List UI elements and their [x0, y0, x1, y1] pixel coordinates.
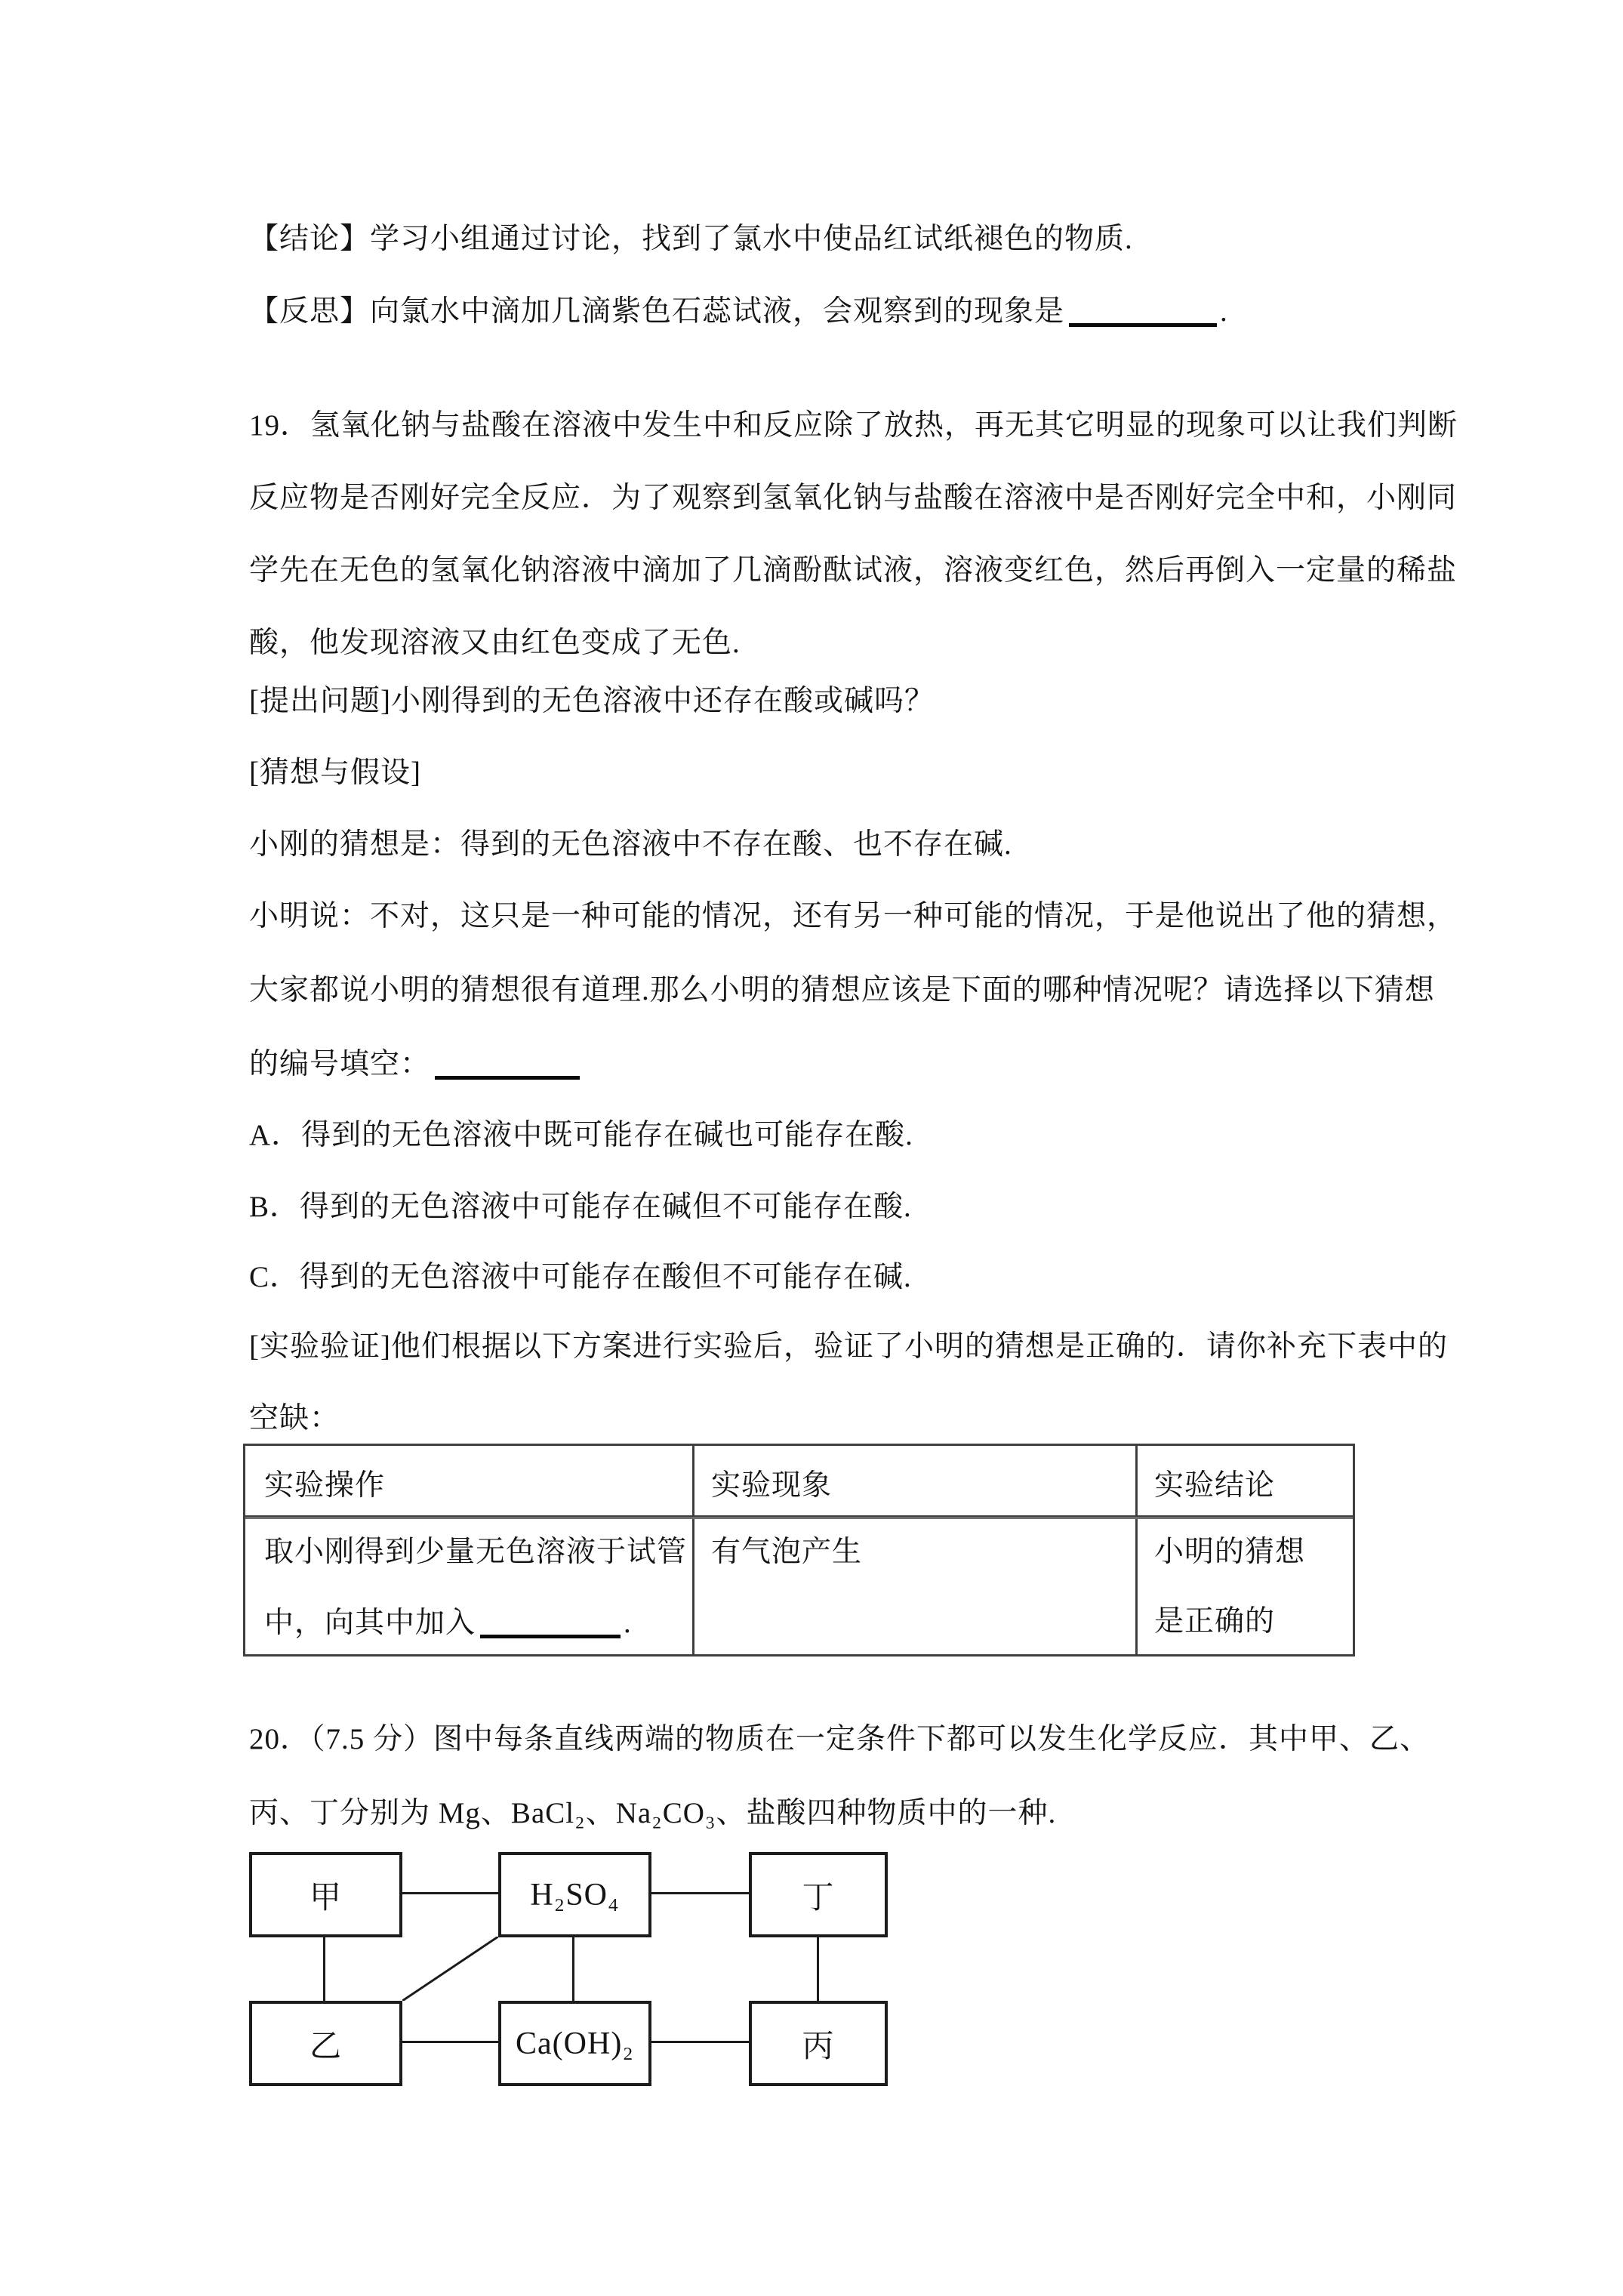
- line-text: 丙、丁分别为 Mg、BaCl₂、Na₂CO₃、盐酸四种物质中的一种.: [249, 1797, 1057, 1829]
- line-text: 【反思】向氯水中滴加几滴紫色石蕊试液，会观察到的现象是: [249, 295, 1065, 328]
- line-xiaoming-1: [249, 898, 1457, 935]
- table-column-divider: [692, 1446, 694, 1654]
- diagram-box-jia: [249, 1852, 402, 1937]
- line-q19-2: [249, 480, 1457, 516]
- line-ask-question: [249, 683, 935, 720]
- table-header-operation: 实验操作: [264, 1469, 386, 1502]
- connector-h2so4-ding: [651, 1892, 749, 1894]
- line-text: B．得到的无色溶液中可能存在碱但不可能存在酸.: [249, 1191, 912, 1223]
- connector-caoh2-bing: [651, 2041, 749, 2043]
- line-text: C．得到的无色溶液中可能存在酸但不可能存在碱.: [249, 1261, 912, 1293]
- table-row-divider: [245, 1515, 1353, 1519]
- line-text: 小明说：不对，这只是一种可能的情况，还有另一种可能的情况，于是他说出了他的猜想，: [249, 900, 1458, 932]
- line-option-a: [249, 1117, 913, 1154]
- cell-text: .: [624, 1607, 632, 1639]
- box-label: H₂SO₄: [530, 1877, 620, 1912]
- table-cell-conclusion-line1: 小明的猜想: [1154, 1536, 1306, 1568]
- line-text: .: [1220, 295, 1228, 328]
- line-text: 大家都说小明的猜想很有道理.那么小明的猜想应该是下面的哪种情况呢？请选择以下猜想: [249, 974, 1435, 1006]
- table-cell-operation-line2: [264, 1604, 632, 1641]
- table-cell-operation-line1: 取小刚得到少量无色溶液于试管: [264, 1536, 688, 1568]
- line-q19-1: [249, 408, 1458, 444]
- line-blank-label: [249, 1401, 340, 1437]
- line-text: 反应物是否刚好完全反应．为了观察到氢氧化钠与盐酸在溶液中是否刚好完全中和，小刚同: [249, 482, 1458, 514]
- line-q20-1: [249, 1721, 1430, 1758]
- line-xiaoming-2: [249, 972, 1435, 1009]
- cell-text: 中，向其中加入: [264, 1607, 476, 1639]
- line-text: 【结论】学习小组通过讨论，找到了氯水中使品红试纸褪色的物质.: [249, 223, 1133, 255]
- table-cell-conclusion-line2: 是正确的: [1154, 1605, 1276, 1638]
- table-column-divider: [1135, 1446, 1138, 1654]
- line-text: 20．（7.5 分）图中每条直线两端的物质在一定条件下都可以发生化学反应．其中甲、乙、: [249, 1723, 1431, 1755]
- answer-blank: [1069, 293, 1217, 327]
- line-text: [猜想与假设]: [249, 757, 421, 789]
- line-text: 空缺：: [249, 1402, 340, 1435]
- line-text: 19．氢氧化钠与盐酸在溶液中发生中和反应除了放热，再无其它明显的现象可以让我们判断: [249, 409, 1458, 442]
- table-header-conclusion: 实验结论: [1154, 1469, 1276, 1502]
- line-text: A．得到的无色溶液中既可能存在碱也可能存在酸.: [249, 1119, 913, 1151]
- line-option-b: [249, 1189, 912, 1225]
- table-cell-phenomenon: 有气泡产生: [711, 1536, 863, 1568]
- line-text: 小刚的猜想是：得到的无色溶液中不存在酸、也不存在碱.: [249, 828, 1012, 861]
- line-q19-4: [249, 625, 741, 661]
- line-xiaogang-guess: [249, 827, 1012, 863]
- line-reflection: [249, 293, 1228, 330]
- connector-jia-yi: [323, 1937, 325, 2001]
- table-header-phenomenon: 实验现象: [711, 1469, 833, 1502]
- diagram-box-h2so4: [498, 1852, 651, 1937]
- line-q19-3: [249, 553, 1457, 589]
- line-text: [提出问题]小刚得到的无色溶液中还存在酸或碱吗？: [249, 685, 935, 717]
- line-hypothesis-header: [249, 755, 421, 791]
- connector-jia-h2so4: [402, 1892, 498, 1894]
- line-text: [实验验证]他们根据以下方案进行实验后，验证了小明的猜想是正确的．请你补充下表中的: [249, 1330, 1448, 1363]
- line-text: 学先在无色的氢氧化钠溶液中滴加了几滴酚酞试液，溶液变红色，然后再倒入一定量的稀盐: [249, 554, 1458, 587]
- diagram-box-ding: [749, 1852, 888, 1937]
- answer-blank: [435, 1046, 580, 1080]
- diagram-box-yi: [249, 2001, 402, 2086]
- connector-h2so4-caoh2: [572, 1937, 574, 2001]
- connector-h2so4-yi-diagonal: [402, 1937, 498, 2001]
- box-label: 甲: [309, 1880, 342, 1915]
- box-label: 丙: [802, 2029, 835, 2064]
- box-label: Ca(OH)₂: [516, 2026, 634, 2061]
- line-option-c: [249, 1259, 912, 1296]
- line-text: 酸，他发现溶液又由红色变成了无色.: [249, 627, 741, 659]
- diagram-box-caoh2: [498, 2001, 651, 2086]
- connector-ding-bing: [817, 1937, 819, 2001]
- line-conclusion: [249, 221, 1133, 257]
- answer-blank: [480, 1604, 621, 1638]
- diagram-box-bing: [749, 2001, 888, 2086]
- box-label: 乙: [309, 2029, 342, 2064]
- line-q20-2: [249, 1795, 1056, 1832]
- box-label: 丁: [802, 1880, 835, 1915]
- line-text: 的编号填空：: [249, 1048, 431, 1080]
- line-verification: [249, 1329, 1448, 1365]
- connector-yi-caoh2: [402, 2041, 498, 2043]
- line-fill-number: [249, 1046, 583, 1083]
- experiment-table: [243, 1444, 1355, 1657]
